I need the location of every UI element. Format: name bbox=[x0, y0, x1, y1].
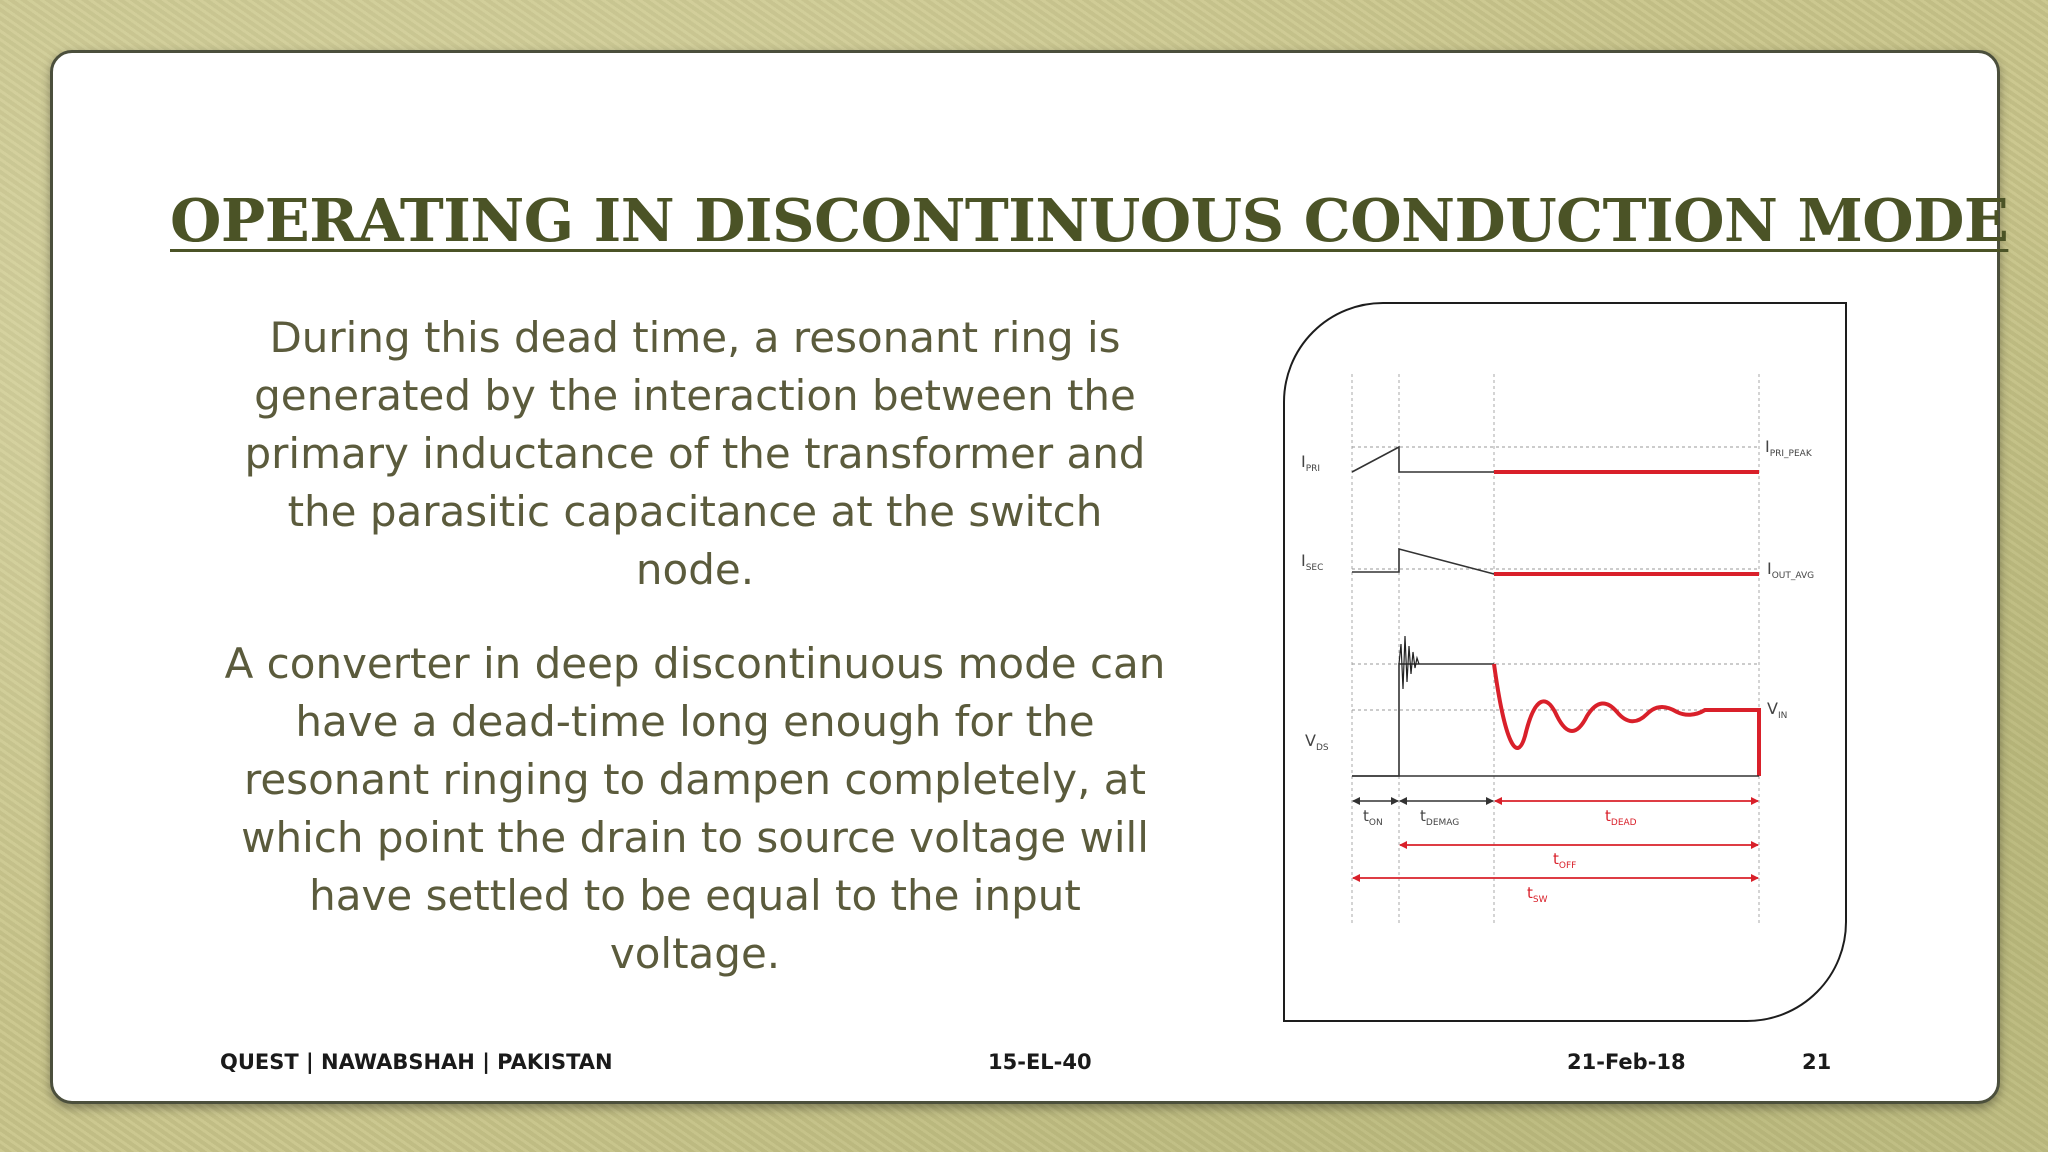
ipri-trace bbox=[1352, 447, 1494, 472]
slide-number: 21 bbox=[1802, 1050, 1832, 1074]
body-paragraph-1: During this dead time, a resonant ring is generated by the interaction between the primary inductance of the transformer and the parasitic capacitance at the switch node. bbox=[244, 313, 1146, 594]
footer-roll-number: 15-EL-40 bbox=[988, 1050, 1092, 1074]
ipri-label: $I_{PRI}$ bbox=[1301, 452, 1321, 474]
isec-label: $I_{SEC}$ bbox=[1301, 551, 1324, 573]
footer-date: 21-Feb-18 bbox=[1567, 1050, 1686, 1074]
tdead-label: $t_{DEAD}$ bbox=[1605, 807, 1637, 828]
vds-turnoff-ringing bbox=[1399, 636, 1419, 689]
footer-organization: QUEST | NAWABSHAH | PAKISTAN bbox=[220, 1050, 613, 1074]
body-paragraph-2: A converter in deep discontinuous mode can have a dead-time long enough for the resonant ringing to dampen completely, at which point the drain to source voltage will have settled to be equal to the input voltage. bbox=[224, 639, 1166, 978]
ton-label: $t_{ON}$ bbox=[1363, 807, 1383, 828]
level-guides bbox=[1352, 447, 1759, 710]
isec-trace bbox=[1352, 549, 1494, 574]
vin-label: $V_{IN}$ bbox=[1767, 699, 1788, 721]
ipri-peak-label: $I_{PRI\_PEAK}$ bbox=[1765, 437, 1812, 459]
waveform-diagram bbox=[1285, 304, 1845, 1020]
vds-resonant-ringing bbox=[1494, 664, 1759, 776]
dcm-waveform-figure bbox=[1283, 302, 1847, 1022]
tsw-label: $t_{SW}$ bbox=[1527, 884, 1548, 905]
vds-trace bbox=[1352, 664, 1494, 776]
slide-title: OPERATING IN DISCONTINUOUS CONDUCTION MODE bbox=[170, 186, 2009, 255]
tdemag-label: $t_{DEMAG}$ bbox=[1420, 807, 1460, 828]
vds-label: $V_{DS}$ bbox=[1305, 731, 1329, 753]
iout-avg-label: $I_{OUT\_AVG}$ bbox=[1767, 559, 1815, 581]
time-guides bbox=[1352, 374, 1759, 924]
toff-label: $t_{OFF}$ bbox=[1553, 850, 1577, 871]
